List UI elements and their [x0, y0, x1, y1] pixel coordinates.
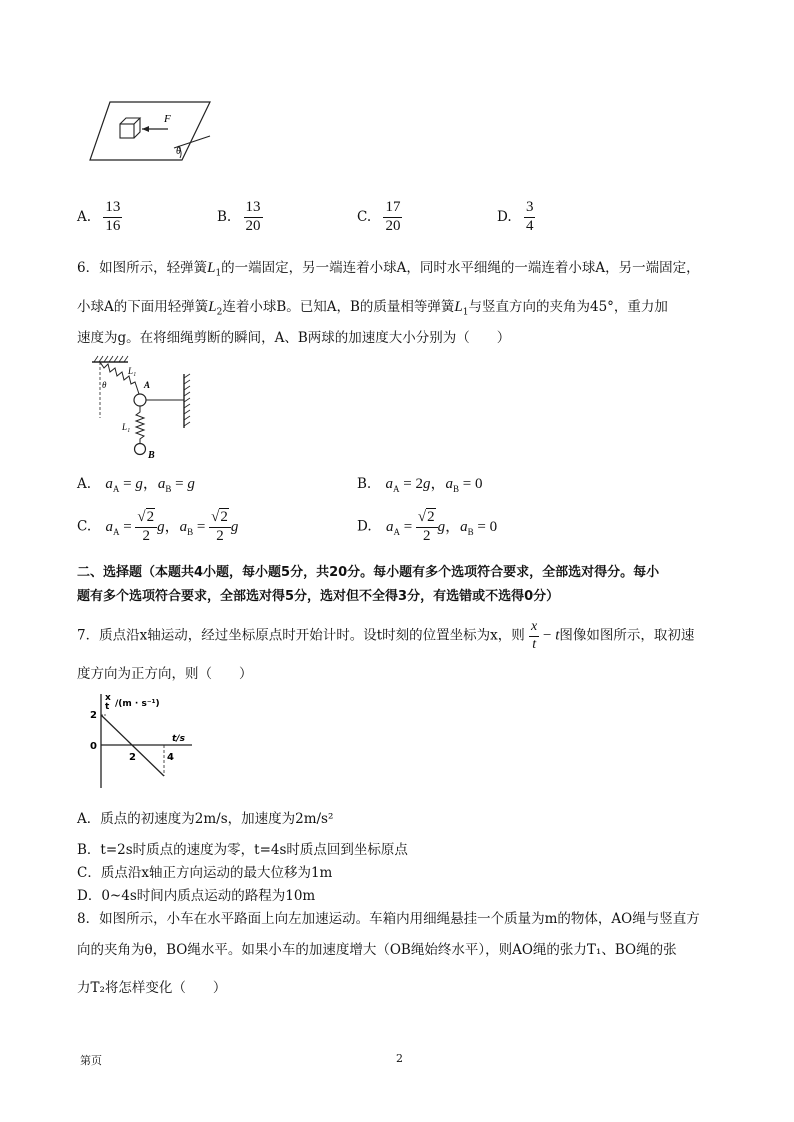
- q5-option-b[interactable]: B. $\frac{13}{20}$: [217, 199, 261, 234]
- q6-line1: 6．如图所示，轻弹簧$L_1$的一端固定，另一端连着小球A，同时水平细绳的一端连着小球A，另一端固定，: [77, 260, 700, 279]
- section2-line2: 题有多个选项符合要求，全部选对得5分，选对但不全得3分，有选错或不选得0分）: [77, 589, 560, 604]
- ball-b-label: B: [148, 450, 155, 461]
- ball-b: [135, 444, 146, 455]
- option-letter: D.: [357, 518, 372, 535]
- angle-label: θ: [176, 146, 181, 157]
- option-letter: A.: [77, 476, 92, 492]
- q6-line3: 速度为g。在将细绳剪断的瞬间，A、B两球的加速度大小分别为（ ）: [77, 330, 511, 346]
- x-axis-label: t/s: [172, 734, 185, 744]
- q6-line2: 小球A的下面用轻弹簧$L_2$连着小球B。已知A，B的质量相等弹簧$L_1$与竖直方向的夹角为45°，重力加: [77, 299, 668, 318]
- q5-option-a[interactable]: A. $\frac{13}{16}$: [77, 199, 121, 234]
- theta-label: θ: [102, 380, 107, 390]
- q5-option-c[interactable]: C. $\frac{17}{20}$: [357, 199, 401, 234]
- incline-figure: [82, 96, 217, 166]
- q5-option-d[interactable]: D. $\frac{3}{4}$: [497, 199, 534, 234]
- x-tick-4: 4: [167, 752, 174, 763]
- ball-a: [134, 394, 146, 406]
- q7-graph: [86, 688, 206, 793]
- svg-text:t: t: [105, 702, 110, 712]
- q6-option-b[interactable]: B. $a_A = 2g$，$a_B = 0$: [357, 476, 483, 494]
- origin-label: 0: [90, 741, 97, 752]
- q6-option-d[interactable]: D. $a_A$ = $\frac{√2}{2}$ g，$a_B = 0$: [357, 509, 498, 544]
- q8-line2: 向的夹角为θ，BO绳水平。如果小车的加速度增大（OB绳始终水平），则AO绳的张力T₁、BO绳的张: [77, 942, 677, 958]
- q8-line3: 力T₂将怎样变化（ ）: [77, 980, 227, 996]
- q7-option-c[interactable]: C．质点沿x轴正方向运动的最大位移为1m: [77, 865, 333, 881]
- spring-l1-label: L₁: [128, 366, 137, 376]
- q7-option-a[interactable]: A．质点的初速度为2m/s，加速度为2m/s²: [77, 811, 334, 827]
- spring-l2: [136, 406, 144, 444]
- q7-line2: 度方向为正方向，则（ ）: [77, 666, 253, 682]
- option-letter: A.: [77, 208, 92, 225]
- q6-option-a[interactable]: A. $a_A = g$，$a_B = g$: [77, 476, 195, 494]
- svg-text:/(m · s⁻¹): /(m · s⁻¹): [115, 699, 160, 709]
- q8-line1: 8．如图所示，小车在水平路面上向左加速运动。车箱内用细绳悬挂一个质量为m的物体，AO绳与竖直方: [77, 911, 700, 927]
- spring-l2-label: L₁: [122, 422, 131, 432]
- y-tick-2: 2: [90, 710, 97, 721]
- ball-a-label: A: [144, 380, 151, 390]
- q7-option-d[interactable]: D．0~4s时间内质点运动的路程为10m: [77, 888, 316, 904]
- option-letter: D.: [497, 208, 512, 225]
- option-letter: C.: [77, 518, 92, 535]
- option-letter: B.: [217, 208, 232, 225]
- q6-option-c[interactable]: C. $a_A$ = $\frac{√2}{2}$ g，$a_B$ = $\frac{√2}{2}$ g: [77, 509, 239, 544]
- y-axis-label: x: [105, 693, 111, 703]
- q7-line1: 7．质点沿x轴运动，经过坐标原点时开始计时。设t时刻的位置坐标为x，则 $\frac{x}{t}$ − t图像如图所示，取初速: [77, 619, 695, 652]
- footer-left: 第页: [80, 1054, 102, 1067]
- block: [120, 118, 140, 138]
- incline-plane: [90, 102, 210, 160]
- q7-option-b[interactable]: B．t=2s时质点的速度为零，t=4s时质点回到坐标原点: [77, 842, 408, 858]
- option-letter: C.: [357, 208, 372, 225]
- force-label: F: [164, 113, 171, 125]
- page-number: 2: [396, 1052, 403, 1065]
- option-letter: B.: [357, 476, 372, 492]
- x-tick-2: 2: [129, 752, 136, 763]
- section2-line1: 二、选择题（本题共4小题，每小题5分，共20分。每小题有多个选项符合要求，全部选对得分。每小: [77, 565, 660, 580]
- spring-figure: [88, 354, 198, 462]
